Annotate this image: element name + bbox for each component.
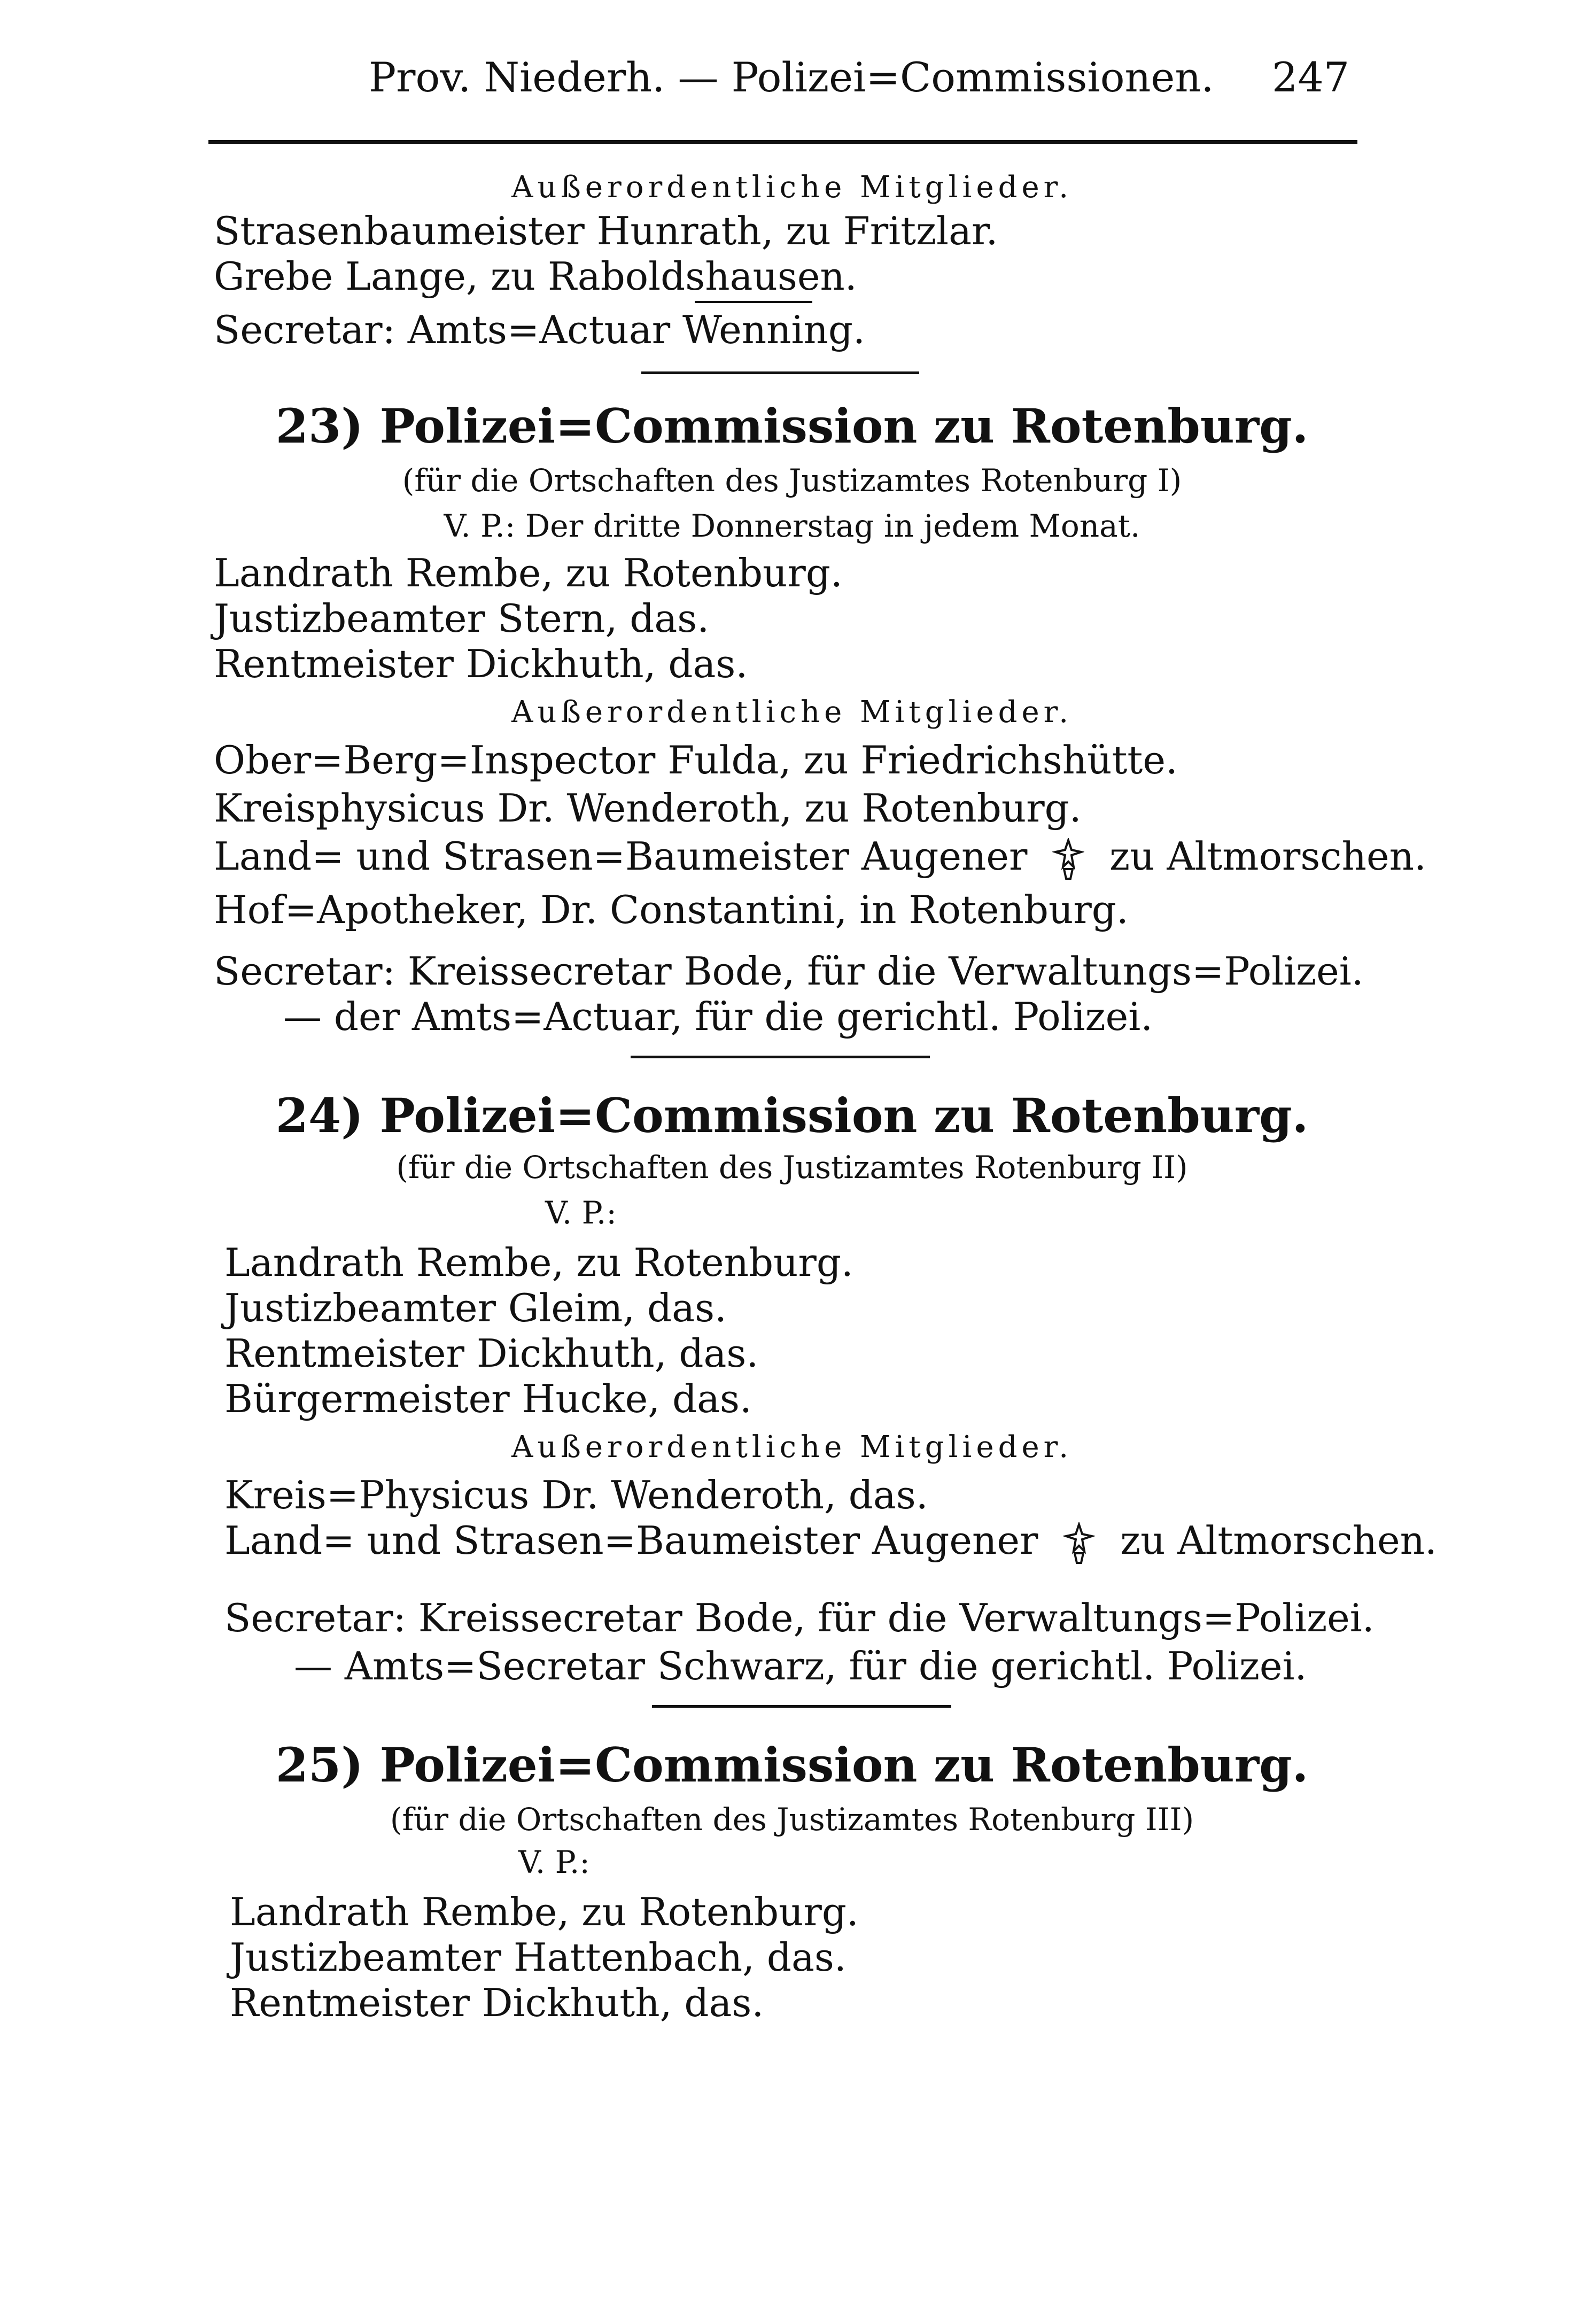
page-number: 247 bbox=[1272, 53, 1350, 101]
section-24-member-2: Justizbeamter Gleim, das. bbox=[224, 1285, 727, 1330]
section-23-meeting: V. P.: Der dritte Donnerstag in jedem Monat. bbox=[444, 508, 1140, 544]
section-24-title: 24) Polizei=Commission zu Rotenburg. bbox=[275, 1088, 1309, 1143]
section-23-extra-member-3-prefix: Land= und Strasen=Baumeister Augener bbox=[214, 834, 1028, 879]
section-23-secretary-2: — der Amts=Actuar, für die gerichtl. Polizei. bbox=[283, 994, 1153, 1039]
section-23-extra-member-1: Ober=Berg=Inspector Fulda, zu Friedrichshütte. bbox=[214, 738, 1178, 783]
section-25-title: 25) Polizei=Commission zu Rotenburg. bbox=[275, 1737, 1309, 1793]
section-24-secretary-1: Secretar: Kreissecretar Bode, für die Verwaltungs=Polizei. bbox=[224, 1595, 1375, 1640]
section-24-member-4: Bürgermeister Hucke, das. bbox=[224, 1376, 752, 1421]
header-rule bbox=[208, 140, 1357, 144]
continuation-secretary: Secretar: Amts=Actuar Wenning. bbox=[214, 307, 865, 352]
section-23-extra-member-3-suffix: zu Altmorschen. bbox=[1109, 834, 1426, 879]
section-23-scope: (für die Ortschaften des Justizamtes Rotenburg I) bbox=[402, 462, 1182, 499]
section-23-member-3: Rentmeister Dickhuth, das. bbox=[214, 641, 748, 686]
section-divider-24 bbox=[631, 1056, 930, 1058]
section-24-extra-member-2-prefix: Land= und Strasen=Baumeister Augener bbox=[224, 1518, 1038, 1563]
continuation-member-1: Strasenbaumeister Hunrath, zu Fritzlar. bbox=[214, 208, 998, 253]
running-title: Prov. Niederh. — Polizei=Commissionen. bbox=[369, 53, 1214, 101]
section-divider-23 bbox=[641, 371, 919, 374]
section-25-member-3: Rentmeister Dickhuth, das. bbox=[230, 1980, 764, 2025]
section-23-secretary-1: Secretar: Kreissecretar Bode, für die Verwaltungs=Polizei. bbox=[214, 949, 1364, 994]
order-cross-icon bbox=[1063, 1522, 1095, 1565]
section-24-extra-member-2 bbox=[224, 1518, 1437, 1565]
section-24-extra-member-2-suffix: zu Altmorschen. bbox=[1120, 1518, 1437, 1563]
section-24-scope: (für die Ortschaften des Justizamtes Rotenburg II) bbox=[396, 1149, 1188, 1186]
section-24-meeting: V. P.: bbox=[545, 1195, 617, 1231]
order-cross-icon bbox=[1052, 838, 1084, 881]
section-23-extra-member-4: Hof=Apotheker, Dr. Constantini, in Rotenburg. bbox=[214, 887, 1129, 932]
continuation-short-rule bbox=[695, 301, 812, 303]
section-23-member-2: Justizbeamter Stern, das. bbox=[214, 596, 710, 641]
continuation-member-2: Grebe Lange, zu Raboldshausen. bbox=[214, 254, 857, 299]
section-23-extra-member-2: Kreisphysicus Dr. Wenderoth, zu Rotenburg. bbox=[214, 786, 1082, 831]
section-divider-25 bbox=[652, 1705, 951, 1708]
section-25-member-1: Landrath Rembe, zu Rotenburg. bbox=[230, 1889, 859, 1934]
section-24-member-3: Rentmeister Dickhuth, das. bbox=[224, 1331, 759, 1376]
section-25-member-2: Justizbeamter Hattenbach, das. bbox=[230, 1935, 847, 1980]
section-25-scope: (für die Ortschaften des Justizamtes Rotenburg III) bbox=[390, 1801, 1194, 1838]
section-23-member-1: Landrath Rembe, zu Rotenburg. bbox=[214, 551, 843, 595]
section-24-extra-member-1: Kreis=Physicus Dr. Wenderoth, das. bbox=[224, 1473, 928, 1517]
section-23-extra-heading: Außerordentliche Mitglieder. bbox=[511, 695, 1073, 730]
section-25-meeting: V. P.: bbox=[518, 1844, 590, 1880]
continuation-extra-heading: Außerordentliche Mitglieder. bbox=[511, 170, 1073, 205]
section-24-secretary-2: — Amts=Secretar Schwarz, für die gerichtl. Polizei. bbox=[294, 1644, 1307, 1688]
section-24-member-1: Landrath Rembe, zu Rotenburg. bbox=[224, 1240, 853, 1285]
section-23-title: 23) Polizei=Commission zu Rotenburg. bbox=[275, 398, 1309, 454]
section-24-extra-heading: Außerordentliche Mitglieder. bbox=[511, 1430, 1073, 1465]
section-23-extra-member-3 bbox=[214, 834, 1426, 881]
